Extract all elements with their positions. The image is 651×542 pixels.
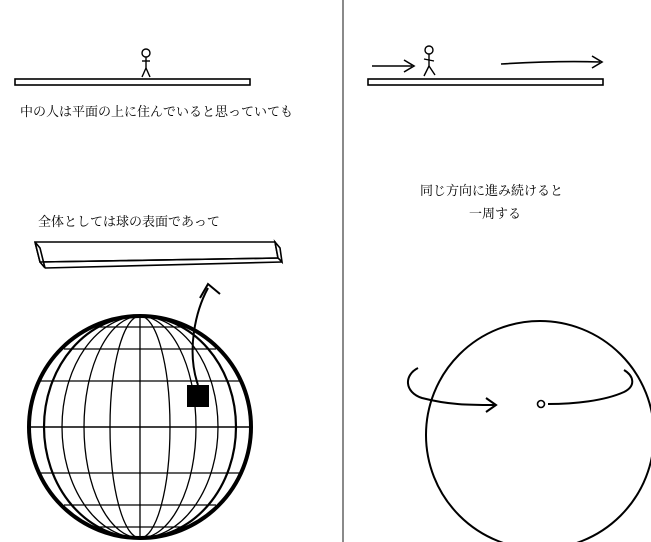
flat-plane-right: [368, 79, 603, 85]
caption-top: 中の人は平面の上に住んでいると思っていても: [20, 105, 294, 120]
caption-right-line2: 一周する: [469, 207, 522, 222]
slab-3d: [35, 242, 282, 268]
surface-patch: [187, 385, 209, 407]
stick-figure: [142, 49, 150, 77]
orbit-arrows: [408, 368, 632, 412]
caption-mid: 全体としては球の表面であって: [38, 215, 220, 230]
globe: [29, 316, 251, 538]
right-panel: [344, 0, 651, 542]
right-illustration: [344, 0, 651, 542]
caption-right-line1: 同じ方向に進み続けると: [420, 184, 564, 199]
sphere-outline: [426, 321, 651, 542]
direction-arrows: [372, 56, 602, 72]
walking-figure: [424, 46, 435, 76]
point-marker: [538, 401, 545, 408]
flat-plane: [15, 79, 250, 85]
